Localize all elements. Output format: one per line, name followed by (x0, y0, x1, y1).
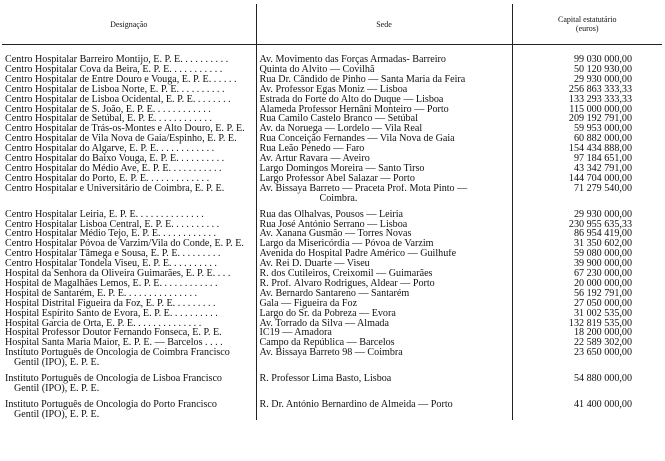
cell-capital: 54 880 000,00 (573, 373, 632, 385)
designacao-text: Hospital Espírito Santo de Évora, E. P. E. . . . . . . . . . (5, 308, 218, 319)
cell-designacao (2, 114, 256, 124)
sede-text: Av. Movimento das Forças Armadas- Barreiro (259, 54, 446, 65)
cell-sede (256, 259, 512, 269)
cell-capital: 29 930 000,00 (573, 208, 632, 220)
cell-sede (256, 204, 512, 220)
designacao-text: Instituto Português de Oncologia de Lisboa Francisco (5, 373, 222, 385)
table-row (2, 75, 662, 85)
cell-capital: 144 704 000,00 (568, 173, 632, 184)
sede-text: Quinta do Alvito — Covilhã (259, 64, 375, 75)
cell-designacao (2, 154, 256, 164)
cell-designacao (2, 368, 256, 394)
table-row (2, 164, 662, 174)
table-row (2, 259, 662, 269)
designacao-text: Centro Hospitalar de Setúbal, E. P. E. . . . . . . . . . . . (5, 114, 212, 125)
table-row (2, 124, 662, 134)
table-row (2, 309, 662, 319)
table-row (2, 279, 662, 289)
designacao-text: Hospital Distrital Figueira da Foz, E. P. E. . . . . . . . . (5, 298, 216, 309)
table-row (2, 229, 662, 239)
designacao-text: Centro Hospitalar de S. João, E. P. E. . . . . . . . . . . . (5, 104, 211, 115)
cell-sede (256, 164, 512, 174)
cell-capital: 115 000 000,00 (569, 104, 632, 115)
cell-sede (256, 65, 512, 75)
cell-capital: 230 955 635,33 (568, 219, 632, 230)
sede-text: Av. Artur Ravara — Aveiro (259, 154, 370, 164)
cell-capital: 86 954 419,00 (573, 229, 632, 240)
sede-text: Largo do Sr. da Pobreza — Évora (259, 308, 396, 319)
cell-designacao (2, 85, 256, 95)
cell-sede (256, 95, 512, 105)
designacao-text: Centro Hospitalar de Lisboa Norte, E. P. E. . . . . . . . . . (5, 84, 225, 95)
sede-text: Largo Domingos Moreira — Santo Tirso (259, 163, 425, 174)
designacao-text: Centro Hospitalar e Universitário de Coimbra, E. P. E. (5, 183, 225, 194)
header-capital-line1: Capital estatutário (558, 15, 617, 24)
cell-sede (256, 134, 512, 144)
cell-designacao (2, 229, 256, 239)
sede-text: Campo da República — Barcelos (259, 338, 395, 349)
cell-capital: 99 030 000,00 (573, 54, 632, 65)
cell-sede (256, 239, 512, 249)
designacao-text: Centro Hospitalar Barreiro Montijo, E. P. E. . . . . . . . . . (5, 54, 229, 65)
table-row (2, 95, 662, 105)
cell-capital: 50 120 930,00 (573, 64, 632, 75)
cell-sede (256, 319, 512, 329)
cell-capital: 59 953 000,00 (573, 124, 632, 135)
cell-sede (256, 75, 512, 85)
cell-capital: 29 930 000,00 (573, 74, 632, 85)
cell-designacao (2, 289, 256, 299)
cell-sede (256, 249, 512, 259)
sede-text: R. Professor Lima Basto, Lisboa (259, 373, 392, 385)
sede-text: IC19 — Amadora (259, 328, 332, 339)
table-row (2, 249, 662, 259)
cell-capital: 31 002 535,00 (573, 308, 632, 319)
designacao-text: Centro Hospitalar Médio Tejo, E. P. E. . . . . . . . . . . . (5, 229, 217, 240)
cell-designacao (2, 45, 256, 65)
cell-sede (256, 174, 512, 184)
sede-text: R. Prof. Álvaro Rodrigues, Aldear — Porto (259, 278, 435, 289)
cell-sede (256, 338, 512, 348)
cell-capital: 67 230 000,00 (573, 269, 632, 279)
cell-designacao (2, 309, 256, 319)
designacao-text: Hospital de Santarém, E. P. E. . . . . . . . . . . . . . . (5, 288, 198, 299)
table-row (2, 394, 662, 420)
cell-sede (256, 279, 512, 289)
cell-capital: 56 192 791,00 (573, 288, 632, 299)
designacao-text: Hospital Santa Maria Maior, E. P. E. — Barcelos . . . . (5, 338, 223, 349)
designacao-text: Centro Hospitalar do Baixo Vouga, E. P. E. . . . . . . . . . (5, 154, 225, 164)
table-row (2, 204, 662, 220)
table-row (2, 269, 662, 279)
sede-text: Rua Conceição Fernandes — Vila Nova de Gaia (259, 134, 455, 145)
cell-capital: 132 819 535,00 (568, 318, 632, 329)
cell-sede (256, 299, 512, 309)
cell-capital: 256 863 333,33 (568, 84, 632, 95)
cell-designacao (2, 299, 256, 309)
cell-designacao (2, 95, 256, 105)
designacao-text: Centro Hospitalar do Algarve, E. P. E. . . . . . . . . . . . (5, 144, 215, 155)
designacao-text: Centro Hospitalar de Vila Nova de Gaia/Espinho, E. P. E. (5, 134, 237, 145)
cell-designacao (2, 328, 256, 338)
sede-text: Largo da Misericórdia — Póvoa de Varzim (259, 239, 434, 250)
table-row (2, 348, 662, 368)
cell-designacao (2, 220, 256, 230)
table-body (2, 45, 662, 420)
cell-capital: 60 882 000,00 (573, 134, 632, 145)
cell-sede (256, 114, 512, 124)
cell-capital: 209 192 791,00 (568, 114, 632, 125)
cell-sede (256, 85, 512, 95)
table-row (2, 368, 662, 394)
cell-capital: 43 342 791,00 (573, 163, 632, 174)
cell-capital: 41 400 000,00 (573, 398, 632, 410)
table-header-row (2, 4, 662, 45)
cell-capital: 27 050 000,00 (573, 298, 632, 309)
cell-designacao (2, 134, 256, 144)
table-row (2, 239, 662, 249)
cell-designacao (2, 105, 256, 115)
cell-capital: 18 200 000,00 (573, 328, 632, 339)
header-designacao: Designação (2, 4, 256, 45)
designacao-text: Instituto Português de Oncologia do Porto Francisco (5, 398, 217, 410)
sede-text: Av. Bernardo Santareno — Santarém (259, 288, 410, 299)
table-row (2, 134, 662, 144)
header-sede: Sede (256, 4, 512, 45)
designacao-text: Centro Hospitalar Póvoa de Varzim/Vila do Conde, E. P. E. (5, 239, 244, 250)
cell-designacao (2, 279, 256, 289)
cell-designacao (2, 174, 256, 184)
cell-sede (256, 269, 512, 279)
cell-designacao (2, 75, 256, 85)
cell-capital: 97 184 651,00 (573, 154, 632, 164)
cell-designacao (2, 269, 256, 279)
sede-text: Rua Dr. Cândido de Pinho — Santa Maria da Feira (259, 74, 466, 85)
cell-sede (256, 154, 512, 164)
table-row (2, 154, 662, 164)
cell-sede (256, 45, 512, 65)
designacao-text: Hospital Professor Doutor Fernando Fonseca, E. P. E. (5, 328, 222, 339)
table-row (2, 144, 662, 154)
cell-capital: 39 900 000,00 (573, 259, 632, 270)
designacao-text: Hospital da Senhora da Oliveira Guimarães, E. P. E. . . . (5, 269, 231, 279)
cell-designacao (2, 338, 256, 348)
cell-sede (256, 394, 512, 420)
cell-designacao (2, 144, 256, 154)
cell-sede (256, 348, 512, 368)
designacao-text: Centro Hospitalar de Trás-os-Montes e Alto Douro, E. P. E. (5, 124, 245, 135)
cell-designacao (2, 124, 256, 134)
hospital-capital-table (2, 4, 662, 420)
designacao-text: Centro Hospitalar Cova da Beira, E. P. E. . . . . . . . . . . (5, 64, 223, 75)
cell-capital: 23 650 000,00 (573, 348, 632, 359)
sede-text: Avenida do Hospital Padre Américo — Guilhufe (259, 249, 457, 260)
cell-designacao (2, 259, 256, 269)
cell-sede (256, 309, 512, 319)
cell-designacao (2, 164, 256, 174)
cell-designacao (2, 319, 256, 329)
designacao-text-cont: Gentil (IPO), E. P. E. (14, 383, 100, 394)
cell-sede (256, 184, 512, 204)
sede-text: R. Dr. António Bernardino de Almeida — Porto (259, 398, 453, 410)
cell-designacao (2, 249, 256, 259)
sede-text: Gala — Figueira da Foz (259, 298, 358, 309)
cell-sede (256, 124, 512, 134)
sede-text: Alameda Professor Hernâni Monteiro — Porto (259, 104, 449, 115)
table-row (2, 289, 662, 299)
cell-designacao (2, 348, 256, 368)
sede-text: Rua das Olhalvas, Pousos — Leiria (259, 208, 404, 220)
sede-text: Av. Torrado da Silva — Almada (259, 318, 389, 329)
cell-sede (256, 368, 512, 394)
designacao-text-cont: Gentil (IPO), E. P. E. (14, 357, 100, 369)
sede-text: R. dos Cutileiros, Creixomil — Guimarães (259, 269, 433, 279)
cell-sede (256, 289, 512, 299)
sede-text: Av. Bissaya Barreto — Praceta Prof. Mota Pinto — (259, 183, 468, 194)
cell-capital: 59 080 000,00 (573, 249, 632, 260)
table-row (2, 299, 662, 309)
sede-text: Av. Xanana Gusmão — Torres Novas (259, 229, 412, 240)
table-row (2, 328, 662, 338)
cell-designacao (2, 394, 256, 420)
cell-capital: 22 589 302,00 (573, 338, 632, 349)
cell-capital: 133 293 333,33 (568, 94, 632, 105)
table-row (2, 220, 662, 230)
cell-sede (256, 144, 512, 154)
designacao-text: Centro Hospitalar do Porto, E. P. E. . . . . . . . . . . . . (5, 173, 210, 184)
designacao-text: Centro Hospitalar de Lisboa Ocidental, E. P. E. . . . . . . . (5, 94, 231, 105)
cell-capital: 154 434 888,00 (568, 144, 632, 155)
sede-text: Rua Camilo Castelo Branco — Setúbal (259, 114, 418, 125)
cell-capital: 31 350 602,00 (573, 239, 632, 250)
table-row (2, 174, 662, 184)
table-row (2, 85, 662, 95)
header-capital-line2: (euros) (575, 24, 599, 33)
designacao-text: Centro Hospitalar Tondela Viseu, E. P. E. . . . . . . . . . (5, 259, 217, 270)
table-row (2, 65, 662, 75)
cell-sede (256, 220, 512, 230)
cell-sede (256, 229, 512, 239)
table-row (2, 184, 662, 204)
sede-text: Rua José António Serrano — Lisboa (259, 219, 408, 230)
sede-text: Av. da Noruega — Lordelo — Vila Real (259, 124, 423, 135)
cell-capital: 20 000 000,00 (573, 278, 632, 289)
cell-sede (256, 105, 512, 115)
sede-text: Estrada do Forte do Alto do Duque — Lisboa (259, 94, 444, 105)
designacao-text: Hospital de Magalhães Lemos, E. P. E. . . . . . . . . . . . (5, 278, 218, 289)
cell-sede (256, 328, 512, 338)
sede-text: Av. Professor Egas Moniz — Lisboa (259, 84, 408, 95)
sede-text: Av. Bissaya Barreto 98 — Coimbra (259, 348, 403, 359)
cell-designacao (2, 239, 256, 249)
table-row (2, 105, 662, 115)
designacao-text-cont: Gentil (IPO), E. P. E. (14, 408, 100, 420)
sede-text: Rua Leão Penedo — Faro (259, 144, 365, 155)
designacao-text: Centro Hospitalar de Entre Douro e Vouga, E. P. E. . . . . . (5, 74, 237, 85)
table-row (2, 114, 662, 124)
cell-designacao (2, 204, 256, 220)
designacao-text: Centro Hospitalar do Médio Ave, E. P. E. . . . . . . . . . . (5, 163, 222, 174)
designacao-text: Centro Hospitalar Tâmega e Sousa, E. P. E. . . . . . . . . (5, 249, 221, 260)
table-row (2, 319, 662, 329)
designacao-text: Instituto Português de Oncologia de Coimbra Francisco (5, 348, 230, 359)
cell-designacao (2, 184, 256, 204)
table-row (2, 45, 662, 65)
sede-text: Av. Rei D. Duarte — Viseu (259, 259, 370, 270)
cell-capital: 71 279 540,00 (573, 183, 632, 194)
cell-designacao (2, 65, 256, 75)
designacao-text: Centro Hospitalar Leiria, E. P. E. . . . . . . . . . . . . . (5, 208, 204, 220)
sede-text: Largo Professor Abel Salazar — Porto (259, 173, 415, 184)
header-capital (512, 4, 662, 45)
designacao-text: Hospital Garcia de Orta, E. P. E. . . . . . . . . . . . . . (5, 318, 202, 329)
designacao-text: Centro Hospitalar Lisboa Central, E. P. E. . . . . . . . . . (5, 219, 220, 230)
table-row (2, 338, 662, 348)
sede-text-cont: Coimbra. (319, 192, 358, 204)
